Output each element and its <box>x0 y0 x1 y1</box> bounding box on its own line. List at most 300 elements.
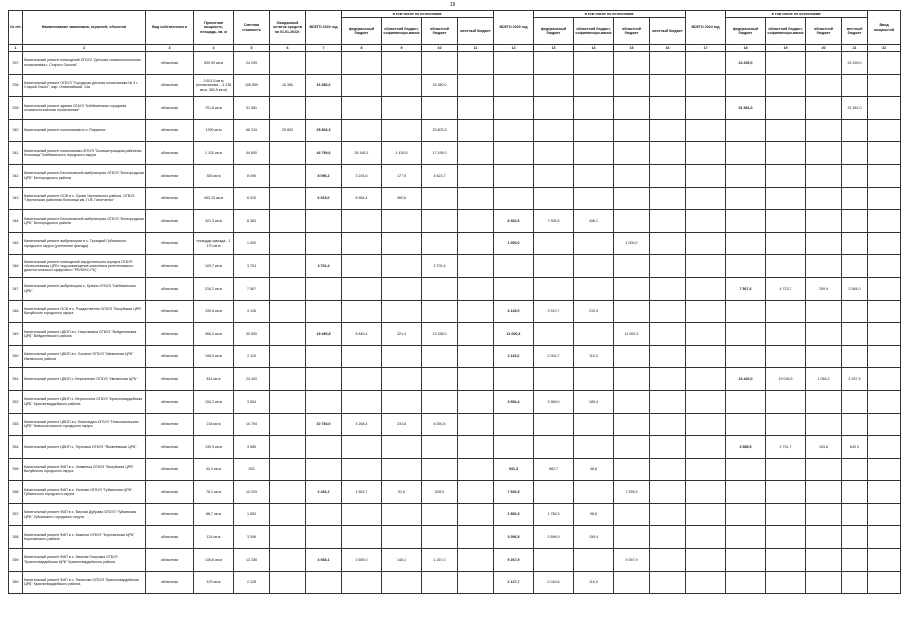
row-number: 352 <box>9 390 23 413</box>
ownership-cell: областная <box>146 210 194 233</box>
amount-cell <box>458 187 494 210</box>
header-capacity: Проектная мощность, площадь, кв. м <box>194 11 234 45</box>
amount-cell: 159,4 <box>574 526 614 549</box>
amount-cell <box>686 74 726 97</box>
header-estimated-cost: Сметная стоимость <box>234 11 270 45</box>
amount-2024-cell <box>868 323 901 346</box>
estimated-cost-cell: 3 056 <box>234 526 270 549</box>
column-number: 19 <box>766 45 806 52</box>
amount-cell <box>422 571 458 594</box>
amount-cell <box>686 164 726 187</box>
amount-cell <box>574 97 614 120</box>
amount-2024-cell <box>868 436 901 459</box>
amount-2024-cell <box>766 526 806 549</box>
amount-cell <box>494 164 534 187</box>
remaining-cell <box>270 187 306 210</box>
amount-cell: 4 268,4 <box>342 413 382 436</box>
amount-cell: 19 490,8 <box>306 323 342 346</box>
amount-2024-cell <box>766 481 806 504</box>
amount-cell <box>614 368 650 391</box>
estimated-cost-cell: 3 703 <box>234 255 270 278</box>
amount-cell: 528,0 <box>422 481 458 504</box>
amount-cell: 6 915,0 <box>306 187 342 210</box>
amount-2024-cell <box>842 323 868 346</box>
amount-cell: 25 803,3 <box>422 119 458 142</box>
header-sources-2022: в том числе по источникам: <box>342 11 494 18</box>
amount-cell <box>574 323 614 346</box>
object-name: Капитальный ремонт ЦВОП в с. Никольевка ОГБУЗ "Вейделевская ЦРБ" Вейделевского района <box>23 323 146 346</box>
object-name: Капитальный ремонт здания ОГАУЗ "Шебекинская городская стоматологическая поликлиника" <box>23 97 146 120</box>
amount-cell <box>306 300 342 323</box>
remaining-cell <box>270 142 306 165</box>
column-number: 14 <box>574 45 614 52</box>
amount-cell <box>342 571 382 594</box>
amount-2024-cell <box>868 164 901 187</box>
row-number: 359 <box>9 549 23 572</box>
remaining-cell <box>270 300 306 323</box>
amount-cell <box>686 345 726 368</box>
object-name: Капитальный ремонт ФАП в с. Ухолово ОГБУЗ "Губкинская ЦРБ" Губкинского городского округа <box>23 481 146 504</box>
ownership-cell: областная <box>146 526 194 549</box>
amount-cell: 4 128,0 <box>494 300 534 323</box>
row-number: 340 <box>9 119 23 142</box>
amount-cell: 5 840,4 <box>342 323 382 346</box>
object-name: Капитальный ремонт ЦВОП с. Верхососна ОГБУЗ "Красногвардейская ЦРБ" Красногвардейского района <box>23 390 146 413</box>
row-number: 339 <box>9 97 23 120</box>
header-local: местный бюджет <box>650 18 686 45</box>
amount-cell <box>494 436 534 459</box>
amount-cell <box>686 368 726 391</box>
row-number: 337 <box>9 52 23 75</box>
amount-cell: 13 338,0 <box>422 323 458 346</box>
table-row <box>9 74 901 97</box>
amount-cell <box>422 503 458 526</box>
total-2024-cell <box>726 210 766 233</box>
amount-cell: 1 439,5 <box>382 142 422 165</box>
header-no: № п/п <box>9 11 23 45</box>
remaining-cell <box>270 277 306 300</box>
amount-cell <box>686 142 726 165</box>
amount-2024-cell <box>766 52 806 75</box>
amount-cell <box>306 526 342 549</box>
amount-cell <box>494 142 534 165</box>
amount-cell: 6 554,4 <box>342 187 382 210</box>
table-row <box>9 368 901 391</box>
amount-cell <box>534 52 574 75</box>
amount-cell <box>382 119 422 142</box>
amount-2024-cell <box>842 503 868 526</box>
column-number: 18 <box>726 45 766 52</box>
header-ownership: Вид собственности <box>146 11 194 45</box>
row-number: 355 <box>9 458 23 481</box>
amount-cell: 9 267,9 <box>494 549 534 572</box>
amount-2024-cell <box>842 571 868 594</box>
amount-cell: 3 912,7 <box>534 300 574 323</box>
total-2024-cell <box>726 503 766 526</box>
table-row <box>9 345 901 368</box>
total-2024-cell <box>726 300 766 323</box>
ownership-cell: областная <box>146 390 194 413</box>
amount-cell <box>342 74 382 97</box>
amount-cell <box>458 164 494 187</box>
amount-cell <box>614 187 650 210</box>
column-number: 12 <box>494 45 534 52</box>
amount-cell <box>686 549 726 572</box>
object-name: Капитальный ремонт ФАП в с. Казинка ОГБУЗ "Корочанская ЦРБ" Корочанского района <box>23 526 146 549</box>
header-regional-cofin: областной бюджет, софинансиро-вание <box>574 18 614 45</box>
capacity-cell: 139,9 кв.м <box>194 436 234 459</box>
remaining-cell <box>270 97 306 120</box>
remaining-cell: 16 380 <box>270 74 306 97</box>
ownership-cell: областная <box>146 368 194 391</box>
amount-cell: 436,1 <box>574 210 614 233</box>
header-sources-2024: в том числе по источникам: <box>726 11 868 18</box>
object-name: Капитальный ремонт ЦВОП в с. Васильдол ОГБУЗ "Новооскольская ЦРБ" Новооскольского городского округа <box>23 413 146 436</box>
amount-2024-cell <box>766 549 806 572</box>
amount-2024-cell <box>868 390 901 413</box>
estimated-cost-cell: 24 259 <box>234 52 270 75</box>
amount-cell <box>686 323 726 346</box>
amount-cell <box>422 345 458 368</box>
amount-cell <box>534 164 574 187</box>
estimated-cost-cell: 10 754 <box>234 413 270 436</box>
amount-2024-cell <box>868 503 901 526</box>
amount-cell: 1 267,0 <box>422 549 458 572</box>
amount-cell <box>342 232 382 255</box>
amount-2024-cell <box>868 119 901 142</box>
row-number: 356 <box>9 481 23 504</box>
capacity-cell: 3 621,5 кв.м (поликлиника – 3 238 кв.м, 383,5 кв.м) <box>194 74 234 97</box>
column-number: 22 <box>868 45 901 52</box>
amount-cell <box>306 277 342 300</box>
ownership-cell: областная <box>146 503 194 526</box>
amount-cell <box>382 458 422 481</box>
header-regional-cofin: областной бюджет, софинансиро-вание <box>382 18 422 45</box>
total-2024-cell <box>726 255 766 278</box>
amount-2024-cell <box>842 119 868 142</box>
row-number: 338 <box>9 74 23 97</box>
amount-cell <box>306 390 342 413</box>
amount-cell: 321,4 <box>382 323 422 346</box>
total-2024-cell: 7 567,6 <box>726 277 766 300</box>
total-2024-cell <box>726 119 766 142</box>
amount-2024-cell <box>806 413 842 436</box>
capacity-cell: 199,8 кв.м <box>194 300 234 323</box>
amount-cell <box>422 232 458 255</box>
row-number: 346 <box>9 255 23 278</box>
amount-cell <box>574 119 614 142</box>
row-number: 341 <box>9 142 23 165</box>
amount-cell <box>614 74 650 97</box>
column-number: 10 <box>422 45 458 52</box>
amount-cell <box>534 187 574 210</box>
amount-2024-cell <box>806 526 842 549</box>
capacity-cell: 366,0 кв.м <box>194 323 234 346</box>
amount-cell <box>422 52 458 75</box>
amount-2024-cell <box>842 74 868 97</box>
amount-2024-cell <box>868 526 901 549</box>
row-number: 354 <box>9 436 23 459</box>
header-total-2024: ВСЕГО 2024 год <box>686 11 726 45</box>
total-2024-cell <box>726 549 766 572</box>
amount-2024-cell <box>868 458 901 481</box>
amount-cell <box>306 210 342 233</box>
amount-cell <box>382 571 422 594</box>
amount-cell <box>534 413 574 436</box>
amount-cell <box>306 52 342 75</box>
amount-cell <box>686 481 726 504</box>
table-row <box>9 52 901 75</box>
amount-cell <box>342 390 382 413</box>
remaining-cell <box>270 549 306 572</box>
table-row <box>9 323 901 346</box>
row-number: 360 <box>9 571 23 594</box>
amount-cell <box>574 164 614 187</box>
amount-2024-cell <box>766 323 806 346</box>
estimated-cost-cell: 6 915 <box>234 187 270 210</box>
header-regional: областной бюджет <box>614 18 650 45</box>
amount-cell <box>382 277 422 300</box>
amount-cell <box>650 323 686 346</box>
ownership-cell: областная <box>146 52 194 75</box>
amount-cell <box>650 277 686 300</box>
amount-2024-cell: 4 723,7 <box>766 277 806 300</box>
amount-cell: 2 115,0 <box>494 345 534 368</box>
amount-2024-cell <box>806 119 842 142</box>
amount-cell <box>458 300 494 323</box>
row-number: 353 <box>9 413 23 436</box>
header-sources-2023: в том числе по источникам: <box>534 11 686 18</box>
amount-2024-cell <box>842 142 868 165</box>
amount-2024-cell: 4 337,3 <box>842 368 868 391</box>
amount-cell <box>422 97 458 120</box>
amount-2024-cell <box>806 210 842 233</box>
row-number: 344 <box>9 210 23 233</box>
table-row <box>9 164 901 187</box>
amount-cell <box>494 97 534 120</box>
object-name: Капитальный ремонт помещений ОГБУЗ "Детская стоматологическая поликлиника г. Старого Оскола" <box>23 52 146 75</box>
table-row <box>9 503 901 526</box>
amount-cell <box>650 368 686 391</box>
amount-cell <box>458 255 494 278</box>
amount-2024-cell <box>806 187 842 210</box>
amount-cell <box>382 300 422 323</box>
amount-2024-cell <box>766 142 806 165</box>
amount-cell <box>650 436 686 459</box>
estimated-cost-cell: 932 <box>234 458 270 481</box>
object-name: Капитальный ремонт ОСВ в с. Орлик Чернянского района, ОГБУЗ "Чернянская районная больница им. П.В. Гапотченко" <box>23 187 146 210</box>
estimated-cost-cell: 13 336 <box>234 549 270 572</box>
row-number: 350 <box>9 345 23 368</box>
amount-cell <box>650 300 686 323</box>
table-row <box>9 526 901 549</box>
amount-2024-cell <box>806 52 842 75</box>
amount-cell <box>342 458 382 481</box>
amount-cell: 3 369,0 <box>534 390 574 413</box>
amount-cell <box>686 390 726 413</box>
amount-cell <box>650 255 686 278</box>
ownership-cell: областная <box>146 436 194 459</box>
capacity-cell: 1 120 кв.м <box>194 142 234 165</box>
amount-2024-cell <box>868 481 901 504</box>
amount-2024-cell <box>868 345 901 368</box>
amount-cell <box>342 300 382 323</box>
table-row <box>9 97 901 120</box>
amount-cell: 3 056,5 <box>494 526 534 549</box>
capacity-cell: 124 кв.м <box>194 526 234 549</box>
object-name: Капитальный ремонт амбулатории с. Купино ОГБУЗ "Шебекинская ЦРБ" <box>23 277 146 300</box>
ownership-cell: областная <box>146 232 194 255</box>
remaining-cell: 25 803 <box>270 119 306 142</box>
estimated-cost-cell: 24 420 <box>234 368 270 391</box>
table-row <box>9 119 901 142</box>
amount-cell: 931,3 <box>494 458 534 481</box>
total-2024-cell <box>726 74 766 97</box>
remaining-cell <box>270 52 306 75</box>
remaining-cell <box>270 164 306 187</box>
amount-cell <box>458 97 494 120</box>
amount-2024-cell: 19 036,5 <box>766 368 806 391</box>
amount-cell <box>574 52 614 75</box>
amount-cell: 2 896,9 <box>534 526 574 549</box>
amount-cell <box>614 571 650 594</box>
amount-cell <box>614 52 650 75</box>
table-row <box>9 277 901 300</box>
amount-cell <box>650 503 686 526</box>
table-row <box>9 300 901 323</box>
total-2024-cell: 31 581,0 <box>726 97 766 120</box>
total-2024-cell <box>726 571 766 594</box>
amount-cell <box>686 413 726 436</box>
amount-cell: 8 362,6 <box>494 210 534 233</box>
amount-2024-cell <box>868 300 901 323</box>
amount-cell <box>306 503 342 526</box>
amount-2024-cell: 31 581,0 <box>842 97 868 120</box>
capacity-cell: 539,09 кв.м <box>194 52 234 75</box>
amount-cell <box>342 119 382 142</box>
amount-cell: 7 926,5 <box>614 481 650 504</box>
amount-2024-cell <box>868 74 901 97</box>
row-number: 342 <box>9 164 23 187</box>
amount-cell <box>686 277 726 300</box>
ownership-cell: областная <box>146 97 194 120</box>
object-name: Капитальный ремонт ФАП в с. Палатово ОГБУЗ "Красногвардейская ЦРБ" Красногвардейского района <box>23 571 146 594</box>
ownership-cell: областная <box>146 458 194 481</box>
amount-cell <box>422 436 458 459</box>
total-2024-cell <box>726 164 766 187</box>
amount-2024-cell <box>806 232 842 255</box>
capacity-cell: 109,7 кв.м <box>194 255 234 278</box>
amount-cell <box>306 436 342 459</box>
amount-cell: 3 702,4 <box>422 255 458 278</box>
amount-cell: 4 068,1 <box>306 549 342 572</box>
amount-2024-cell <box>842 481 868 504</box>
remaining-cell <box>270 526 306 549</box>
amount-2024-cell: 2 791,7 <box>766 436 806 459</box>
ownership-cell: областная <box>146 187 194 210</box>
amount-cell: 10 754,0 <box>306 413 342 436</box>
amount-2024-cell <box>766 232 806 255</box>
amount-cell <box>458 345 494 368</box>
amount-cell: 48,6 <box>574 458 614 481</box>
ownership-cell: областная <box>146 164 194 187</box>
amount-cell <box>614 436 650 459</box>
amount-cell <box>534 97 574 120</box>
amount-cell <box>614 300 650 323</box>
amount-cell <box>574 277 614 300</box>
amount-cell: 25 803,3 <box>306 119 342 142</box>
estimated-cost-cell: 3 585 <box>234 436 270 459</box>
amount-cell: 2 282,2 <box>306 481 342 504</box>
capacity-cell: 814 кв.м <box>194 368 234 391</box>
amount-cell <box>686 119 726 142</box>
row-number: 347 <box>9 277 23 300</box>
total-2024-cell: 24 420,0 <box>726 368 766 391</box>
capacity-cell: 701,8 кв.м <box>194 97 234 120</box>
amount-cell <box>458 571 494 594</box>
amount-cell: 360,6 <box>382 187 422 210</box>
remaining-cell <box>270 323 306 346</box>
amount-cell <box>306 97 342 120</box>
amount-cell <box>650 481 686 504</box>
amount-2024-cell: 24 259,0 <box>842 52 868 75</box>
total-2024-cell <box>726 526 766 549</box>
amount-2024-cell <box>806 255 842 278</box>
row-number: 357 <box>9 503 23 526</box>
amount-cell <box>650 119 686 142</box>
total-2024-cell <box>726 458 766 481</box>
capacity-cell: 421,3 кв.м <box>194 210 234 233</box>
amount-cell <box>422 300 458 323</box>
amount-2024-cell <box>842 164 868 187</box>
amount-cell <box>306 571 342 594</box>
amount-cell <box>650 390 686 413</box>
amount-2024-cell <box>868 210 901 233</box>
estimated-cost-cell: 8 096 <box>234 164 270 187</box>
total-2024-cell: 24 259,0 <box>726 52 766 75</box>
amount-cell <box>534 74 574 97</box>
amount-cell <box>458 52 494 75</box>
amount-2024-cell <box>868 413 901 436</box>
amount-cell <box>650 74 686 97</box>
table-row <box>9 210 901 233</box>
amount-2024-cell <box>868 549 901 572</box>
amount-cell <box>686 300 726 323</box>
amount-cell <box>494 74 534 97</box>
amount-cell: 1 662,7 <box>342 481 382 504</box>
amount-cell <box>494 277 534 300</box>
amount-cell <box>614 210 650 233</box>
amount-cell <box>382 436 422 459</box>
amount-cell <box>614 97 650 120</box>
remaining-cell <box>270 232 306 255</box>
amount-cell: 2 655,0 <box>342 549 382 572</box>
capacity-cell: 88,7 кв.м <box>194 503 234 526</box>
column-number: 20 <box>806 45 842 52</box>
estimated-cost-cell: 8 363 <box>234 210 270 233</box>
amount-cell <box>458 232 494 255</box>
remaining-cell <box>270 390 306 413</box>
remaining-cell <box>270 368 306 391</box>
amount-2024-cell <box>868 255 901 278</box>
amount-cell <box>650 571 686 594</box>
amount-2024-cell <box>842 232 868 255</box>
amount-cell <box>650 52 686 75</box>
total-2024-cell <box>726 142 766 165</box>
amount-2024-cell <box>806 503 842 526</box>
row-number: 351 <box>9 368 23 391</box>
amount-cell <box>574 368 614 391</box>
